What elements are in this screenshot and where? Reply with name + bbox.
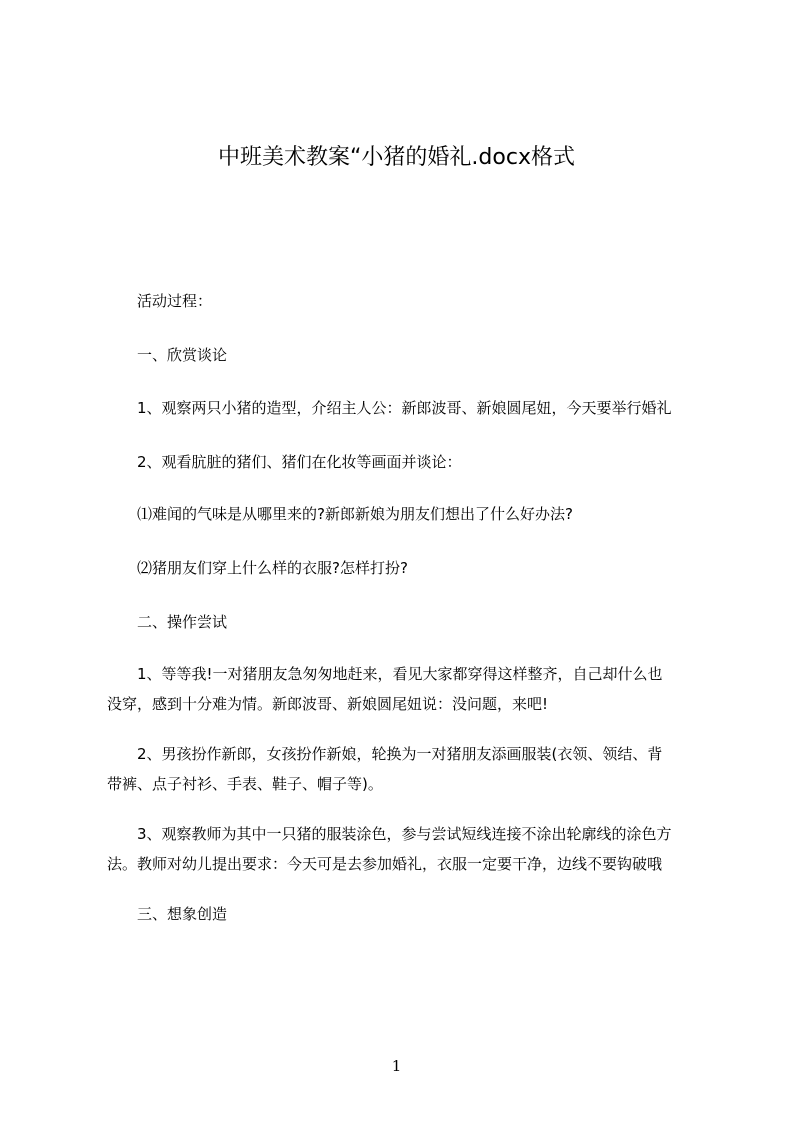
document-title: 中班美术教案“小猪的婚礼.docx格式	[218, 145, 575, 170]
paragraph-3-line-1: 3、观察教师为其中一只猪的服装涂色，参与尝试短线连接不涂出轮廓线的涂色方	[137, 825, 672, 843]
paragraph-2-line-1: 2、男孩扮作新郎，女孩扮作新娘，轮换为一对猪朋友添画服装(衣领、领结、背	[137, 745, 663, 763]
paragraph-3-line-2: 法。教师对幼儿提出要求：今天可是去参加婚礼，衣服一定要干净，边线不要钩破哦	[107, 855, 663, 873]
paragraph-2	[107, 739, 697, 799]
activity-process-label: 活动过程：	[137, 292, 213, 310]
paragraph-3	[107, 819, 697, 879]
paragraph-2-line-2: 带裤、点子衬衫、手表、鞋子、帽子等)。	[107, 775, 383, 793]
sub-item-2: ⑵猪朋友们穿上什么样的衣服?怎样打扮?	[137, 559, 408, 577]
section-heading-3: 三、想象创造	[137, 905, 228, 923]
sub-item-1: ⑴难闻的气味是从哪里来的?新郎新娘为朋友们想出了什么好办法?	[137, 505, 573, 523]
paragraph-1	[107, 659, 697, 719]
list-item-1: 1、观察两只小猪的造型，介绍主人公：新郎波哥、新娘圆尾妞，今天要举行婚礼	[137, 399, 672, 417]
section-heading-2: 二、操作尝试	[137, 613, 228, 631]
page-number: 1	[391, 1057, 402, 1075]
paragraph-1-line-2: 没穿，感到十分难为情。新郎波哥、新娘圆尾妞说：没问题，来吧!	[107, 695, 549, 713]
paragraph-1-line-1: 1、等等我!一对猪朋友急匆匆地赶来，看见大家都穿得这样整齐，自己却什么也	[137, 665, 663, 683]
section-heading-1: 一、欣赏谈论	[137, 346, 228, 364]
list-item-2: 2、观看肮脏的猪们、猪们在化妆等画面并谈论：	[137, 453, 462, 471]
